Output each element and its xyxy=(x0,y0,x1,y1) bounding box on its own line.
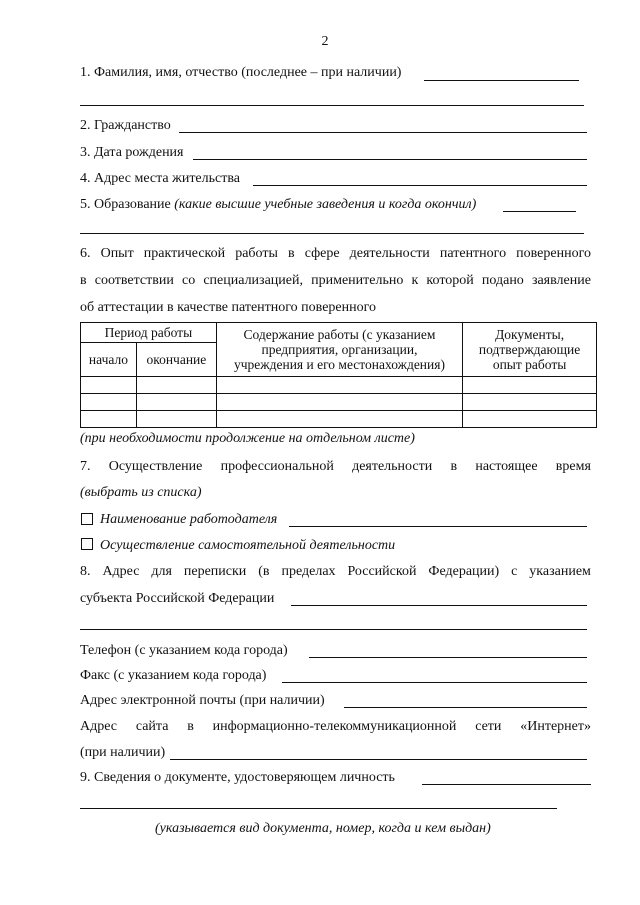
table-row xyxy=(81,411,597,428)
identity-document-field-continued[interactable] xyxy=(80,808,557,809)
fax-label: Факс (с указанием кода города) xyxy=(80,668,267,683)
item-9-label: 9. Сведения о документе, удостоверяющем личность xyxy=(80,770,395,785)
word: пределах xyxy=(281,564,336,579)
word: Осуществление xyxy=(108,459,203,474)
item-7-line-1 xyxy=(80,459,591,475)
word: 7. xyxy=(80,459,91,474)
item-8-line-1 xyxy=(80,564,591,580)
employer-checkbox[interactable] xyxy=(81,513,93,525)
education-field[interactable] xyxy=(503,211,576,212)
item-1-label: 1. Фамилия, имя, отчество (последнее – при наличии) xyxy=(80,65,402,80)
word: деятельности xyxy=(349,246,430,261)
email-label: Адрес электронной почты (при наличии) xyxy=(80,693,325,708)
education-field-continued[interactable] xyxy=(80,233,584,234)
item-5-hint: (какие высшие учебные заведения и когда окончил) xyxy=(174,197,477,212)
word: в xyxy=(287,246,295,261)
employer-option-label: Наименование работодателя xyxy=(100,512,278,527)
birth-date-field[interactable] xyxy=(193,159,587,160)
word: подано xyxy=(481,273,524,288)
documents-header-line: подтверждающие xyxy=(478,342,581,357)
word: в xyxy=(187,719,194,734)
item-6-line-3: об аттестации в качестве патентного поверенного xyxy=(80,300,376,315)
table-row xyxy=(81,377,597,394)
period-header: Период работы xyxy=(81,323,217,343)
item-2-label: 2. Гражданство xyxy=(80,118,171,133)
start-header: начало xyxy=(81,343,137,377)
residence-address-field[interactable] xyxy=(253,185,587,186)
self-employed-checkbox[interactable] xyxy=(81,538,93,550)
word: Адрес xyxy=(80,719,118,734)
word: сети xyxy=(475,719,502,734)
word: сайта xyxy=(135,719,169,734)
full-name-field[interactable] xyxy=(424,80,579,81)
word: профессиональной xyxy=(220,459,334,474)
documents-header-line: Документы, xyxy=(495,327,565,342)
item-6-line-2 xyxy=(80,273,591,289)
fax-field[interactable] xyxy=(282,682,587,683)
employer-name-field[interactable] xyxy=(289,526,587,527)
table-cell[interactable] xyxy=(81,394,137,411)
word: (в xyxy=(258,564,270,579)
word: Адрес xyxy=(102,564,140,579)
phone-field[interactable] xyxy=(309,657,587,658)
table-cell[interactable] xyxy=(136,394,216,411)
word: время xyxy=(555,459,591,474)
table-cell[interactable] xyxy=(216,377,462,394)
table-cell[interactable] xyxy=(81,377,137,394)
page-number: 2 xyxy=(321,34,329,49)
word: специализацией, xyxy=(203,273,303,288)
table-cell[interactable] xyxy=(136,377,216,394)
correspondence-address-field[interactable] xyxy=(291,605,587,606)
word: практической xyxy=(143,246,226,261)
identity-document-field[interactable] xyxy=(422,784,591,785)
content-header-line: Содержание работы (с указанием xyxy=(243,327,436,342)
word: деятельности xyxy=(352,459,433,474)
website-line-1 xyxy=(80,719,591,735)
word: указанием xyxy=(529,564,591,579)
website-line-2: (при наличии) xyxy=(80,745,166,760)
website-field[interactable] xyxy=(170,759,587,760)
citizenship-field[interactable] xyxy=(179,132,587,133)
table-row xyxy=(81,394,597,411)
work-experience-table xyxy=(80,322,597,428)
table-cell[interactable] xyxy=(463,394,597,411)
self-employed-option-label: Осуществление самостоятельной деятельности xyxy=(100,538,396,553)
content-header-line: учреждения и его местонахождения) xyxy=(234,357,445,372)
word: поверенного xyxy=(516,246,591,261)
item-8-line-2: субъекта Российской Федерации xyxy=(80,591,275,606)
documents-header xyxy=(463,323,597,377)
table-cell[interactable] xyxy=(136,411,216,428)
table-cell[interactable] xyxy=(216,394,462,411)
documents-header-line: опыт работы xyxy=(492,357,567,372)
word: применительно xyxy=(311,273,404,288)
item-5-line xyxy=(80,197,476,213)
item-5-label: 5. Образование xyxy=(80,197,171,212)
word: сфере xyxy=(304,246,340,261)
content-header xyxy=(216,323,462,377)
item-6-line-1 xyxy=(80,246,591,262)
word: «Интернет» xyxy=(520,719,591,734)
word: Опыт xyxy=(100,246,134,261)
item-9-hint: (указывается вид документа, номер, когда и кем выдан) xyxy=(155,821,491,836)
table-cell[interactable] xyxy=(216,411,462,428)
phone-label: Телефон (с указанием кода города) xyxy=(80,643,288,658)
word: с xyxy=(511,564,518,579)
word: переписки xyxy=(183,564,247,579)
word: информационно-телекоммуникационной xyxy=(212,719,457,734)
table-cell[interactable] xyxy=(463,411,597,428)
word: заявление xyxy=(531,273,591,288)
word: со xyxy=(181,273,196,288)
word: Российской xyxy=(347,564,417,579)
word: патентного xyxy=(439,246,507,261)
word: для xyxy=(151,564,172,579)
word: Федерации) xyxy=(428,564,500,579)
word: 8. xyxy=(80,564,91,579)
item-3-label: 3. Дата рождения xyxy=(80,145,184,160)
word: настоящее xyxy=(475,459,538,474)
content-header-line: предприятия, организации, xyxy=(261,342,418,357)
email-field[interactable] xyxy=(344,707,587,708)
word: в xyxy=(450,459,458,474)
item-7-hint: (выбрать из списка) xyxy=(80,485,202,500)
correspondence-address-field-continued[interactable] xyxy=(80,629,587,630)
end-header: окончание xyxy=(136,343,216,377)
full-name-field-continued[interactable] xyxy=(80,105,584,106)
table-cell[interactable] xyxy=(81,411,137,428)
word: соответствии xyxy=(94,273,174,288)
word: которой xyxy=(426,273,474,288)
word: 6. xyxy=(80,246,91,261)
word: к xyxy=(411,273,419,288)
table-cell[interactable] xyxy=(463,377,597,394)
word: работы xyxy=(235,246,278,261)
word: в xyxy=(80,273,87,288)
item-4-label: 4. Адрес места жительства xyxy=(80,171,240,186)
table-note: (при необходимости продолжение на отдельном листе) xyxy=(80,431,415,446)
